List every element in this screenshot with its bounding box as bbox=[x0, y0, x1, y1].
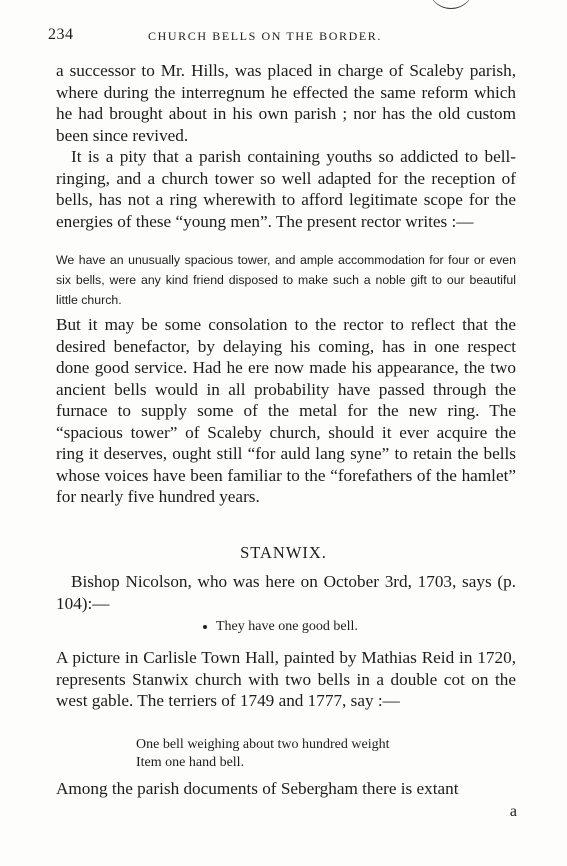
catchword: a bbox=[509, 803, 517, 820]
terrier-line: Item one hand bell. bbox=[136, 755, 245, 770]
bullet-mark bbox=[203, 625, 207, 629]
terrier-quote bbox=[136, 736, 390, 772]
paragraph-nicolson: Bishop Nicolson, who was here on October 3rd, 1703, says (p. 104):— bbox=[56, 572, 516, 613]
terrier-line: One bell weighing about two hundred weight bbox=[136, 737, 390, 752]
page-corner-mark bbox=[428, 0, 474, 9]
paragraph-consolation: But it may be some consolation to the rector to reflect that the desired benefactor, by delaying his coming, has in one respect done good service. Had he ere now made his appearance, the two ancient bells would in all probability have passed through the furnace to supply some of the metal for the new ring. The “spacious tower” of Scaleby church, should it ever acquire the ring it deserves, ought still “for auld lang syne” to retain the bells whose voices have been familiar to the “forefathers of the hamlet” for nearly five hundred years. bbox=[56, 315, 516, 506]
paragraph-documents: Among the parish documents of Sebergham there is extant bbox=[56, 779, 459, 798]
paragraph-pity: It is a pity that a parish containing youths so addicted to bell-ringing, and a church tower so well adapted for the reception of bells, has not a ring wherewith to afford legitimate scope for the energies of these “young men”. The present rector writes :— bbox=[56, 147, 516, 231]
nicolson-quote bbox=[203, 619, 358, 635]
section-heading-stanwix: STANWIX. bbox=[240, 543, 327, 562]
running-title: CHURCH BELLS ON THE BORDER. bbox=[148, 29, 382, 43]
paragraph-continuation: a successor to Mr. Hills, was placed in charge of Scaleby parish, where during the interregnum he effected the same reform which he had brought about in his own parish ; nor has the old custom been since revived. bbox=[56, 61, 516, 145]
page-header bbox=[48, 26, 518, 46]
rector-quote: We have an unusually spacious tower, and ample accommodation for four or even six bells, were any kind friend disposed to make such a noble gift to our beautiful little church. bbox=[56, 253, 516, 307]
paragraph-picture: A picture in Carlisle Town Hall, painted by Mathias Reid in 1720, represents Stanwix church with two bells in a double cot on the west gable. The terriers of 1749 and 1777, say :— bbox=[56, 648, 516, 710]
page-number: 234 bbox=[48, 26, 74, 43]
nicolson-quote-text: They have one good bell. bbox=[216, 619, 358, 634]
